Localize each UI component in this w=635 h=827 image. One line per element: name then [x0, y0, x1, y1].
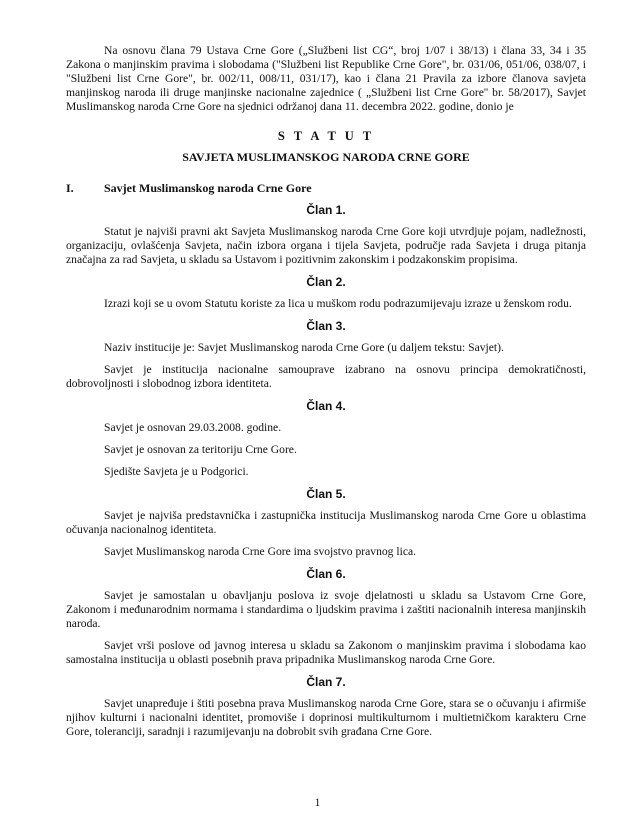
- section-title: Savjet Muslimanskog naroda Crne Gore: [104, 181, 312, 195]
- article-3-heading: Član 3.: [306, 319, 346, 333]
- article-5-heading: Član 5.: [306, 487, 346, 501]
- article-7-heading: Član 7.: [306, 675, 346, 689]
- article-4-paragraph-3: Sjedište Savjeta je u Podgorici.: [104, 465, 249, 478]
- article-6-paragraph-1: Savjet je samostalan u obavljanju poslova iz svoje djelatnosti u skladu sa Ustavom Crne Gore, Zakonom i međunarodnim normama i standardima o ljudskim pravima i zaštiti nacionalnih interesa manjinskih naroda.: [66, 589, 586, 630]
- article-5-paragraph-1: Savjet je najviša predstavnička i zastupnička institucija Muslimanskog naroda Crne Gore u oblastima očuvanja nacionalnog identiteta.: [66, 509, 586, 536]
- article-5-paragraph-2: Savjet Muslimanskog naroda Crne Gore ima svojstvo pravnog lica.: [104, 545, 417, 558]
- article-2-heading: Član 2.: [306, 275, 346, 289]
- article-4-heading: Član 4.: [306, 399, 346, 413]
- article-6-paragraph-2: Savjet vrši poslove od javnog interesa u skladu sa Zakonom o manjinskim pravima i slobodama kao samostalna institucija u oblasti posebnih prava pripadnika Muslimanskog naroda Crne Gore.: [66, 639, 586, 666]
- article-3-paragraph-2: Savjet je institucija nacionalne samouprave izabrano na osnovu principa demokratičnosti, dobrovoljnosti i slobodnog izbora identiteta.: [66, 363, 586, 390]
- article-7-paragraph: Savjet unapređuje i štiti posebna prava Muslimanskog naroda Crne Gore, stara se o očuvanju i afirmiše njihov kulturni i nacionalni identitet, promoviše i doprinosi multikulturnom i multietničkom karakteru Crne Gore, toleranciji, saradnji i razumijevanju na dobrobit svih građana Crne Gore.: [66, 697, 586, 738]
- preamble: Na osnovu člana 79 Ustava Crne Gore („Službeni list CG“, broj 1/07 i 38/13) i člana 33, 34 i 35 Zakona o manjinskim pravima i slobodama ("Službeni list Republike Crne Gore", br. 031/06, 051/06, 038/07, i "Službeni list Crne Gore", br. 002/11, 008/11, 031/17), kao i člana 21 Pravila za izbore članova savjeta manjinskog naroda ili druge manjinske nacionalne zajednice ( „Službeni list Crne Gore'' br. 58/2017), Savjet Muslimanskog naroda Crne Gore na sjednici održanoj dana 11. decembra 2022. godine, donio je: [66, 44, 586, 113]
- article-3-paragraph-1: Naziv institucije je: Savjet Muslimanskog naroda Crne Gore (u daljem tekstu: Savjet).: [104, 341, 504, 354]
- article-6-heading: Član 6.: [306, 567, 346, 581]
- statute-title: S T A T U T: [277, 129, 375, 143]
- statute-subtitle: SAVJETA MUSLIMANSKOG NARODA CRNE GORE: [182, 150, 470, 164]
- section-number: I.: [66, 181, 74, 195]
- article-4-paragraph-1: Savjet je osnovan 29.03.2008. godine.: [104, 421, 282, 434]
- article-1-heading: Član 1.: [306, 203, 346, 217]
- article-1-paragraph: Statut je najviši pravni akt Savjeta Muslimanskog naroda Crne Gore koji utvrdjuje pojam, nadležnosti, organizaciju, ovlašćenja Savjeta, način izbora organa i tijela Savjeta, područje rada Savjeta i druga pitanja značajna za rad Savjeta, u skladu sa Ustavom i pozitivnim zakonskim i podzakonskim propisima.: [66, 225, 586, 266]
- page-number: 1: [314, 797, 321, 809]
- article-4-paragraph-2: Savjet je osnovan za teritoriju Crne Gore.: [104, 443, 297, 456]
- article-2-paragraph: Izrazi koji se u ovom Statutu koriste za lica u muškom rodu podrazumijevaju izraze u ženskom rodu.: [104, 297, 572, 310]
- section-heading: [66, 181, 586, 195]
- document-page: [66, 44, 586, 739]
